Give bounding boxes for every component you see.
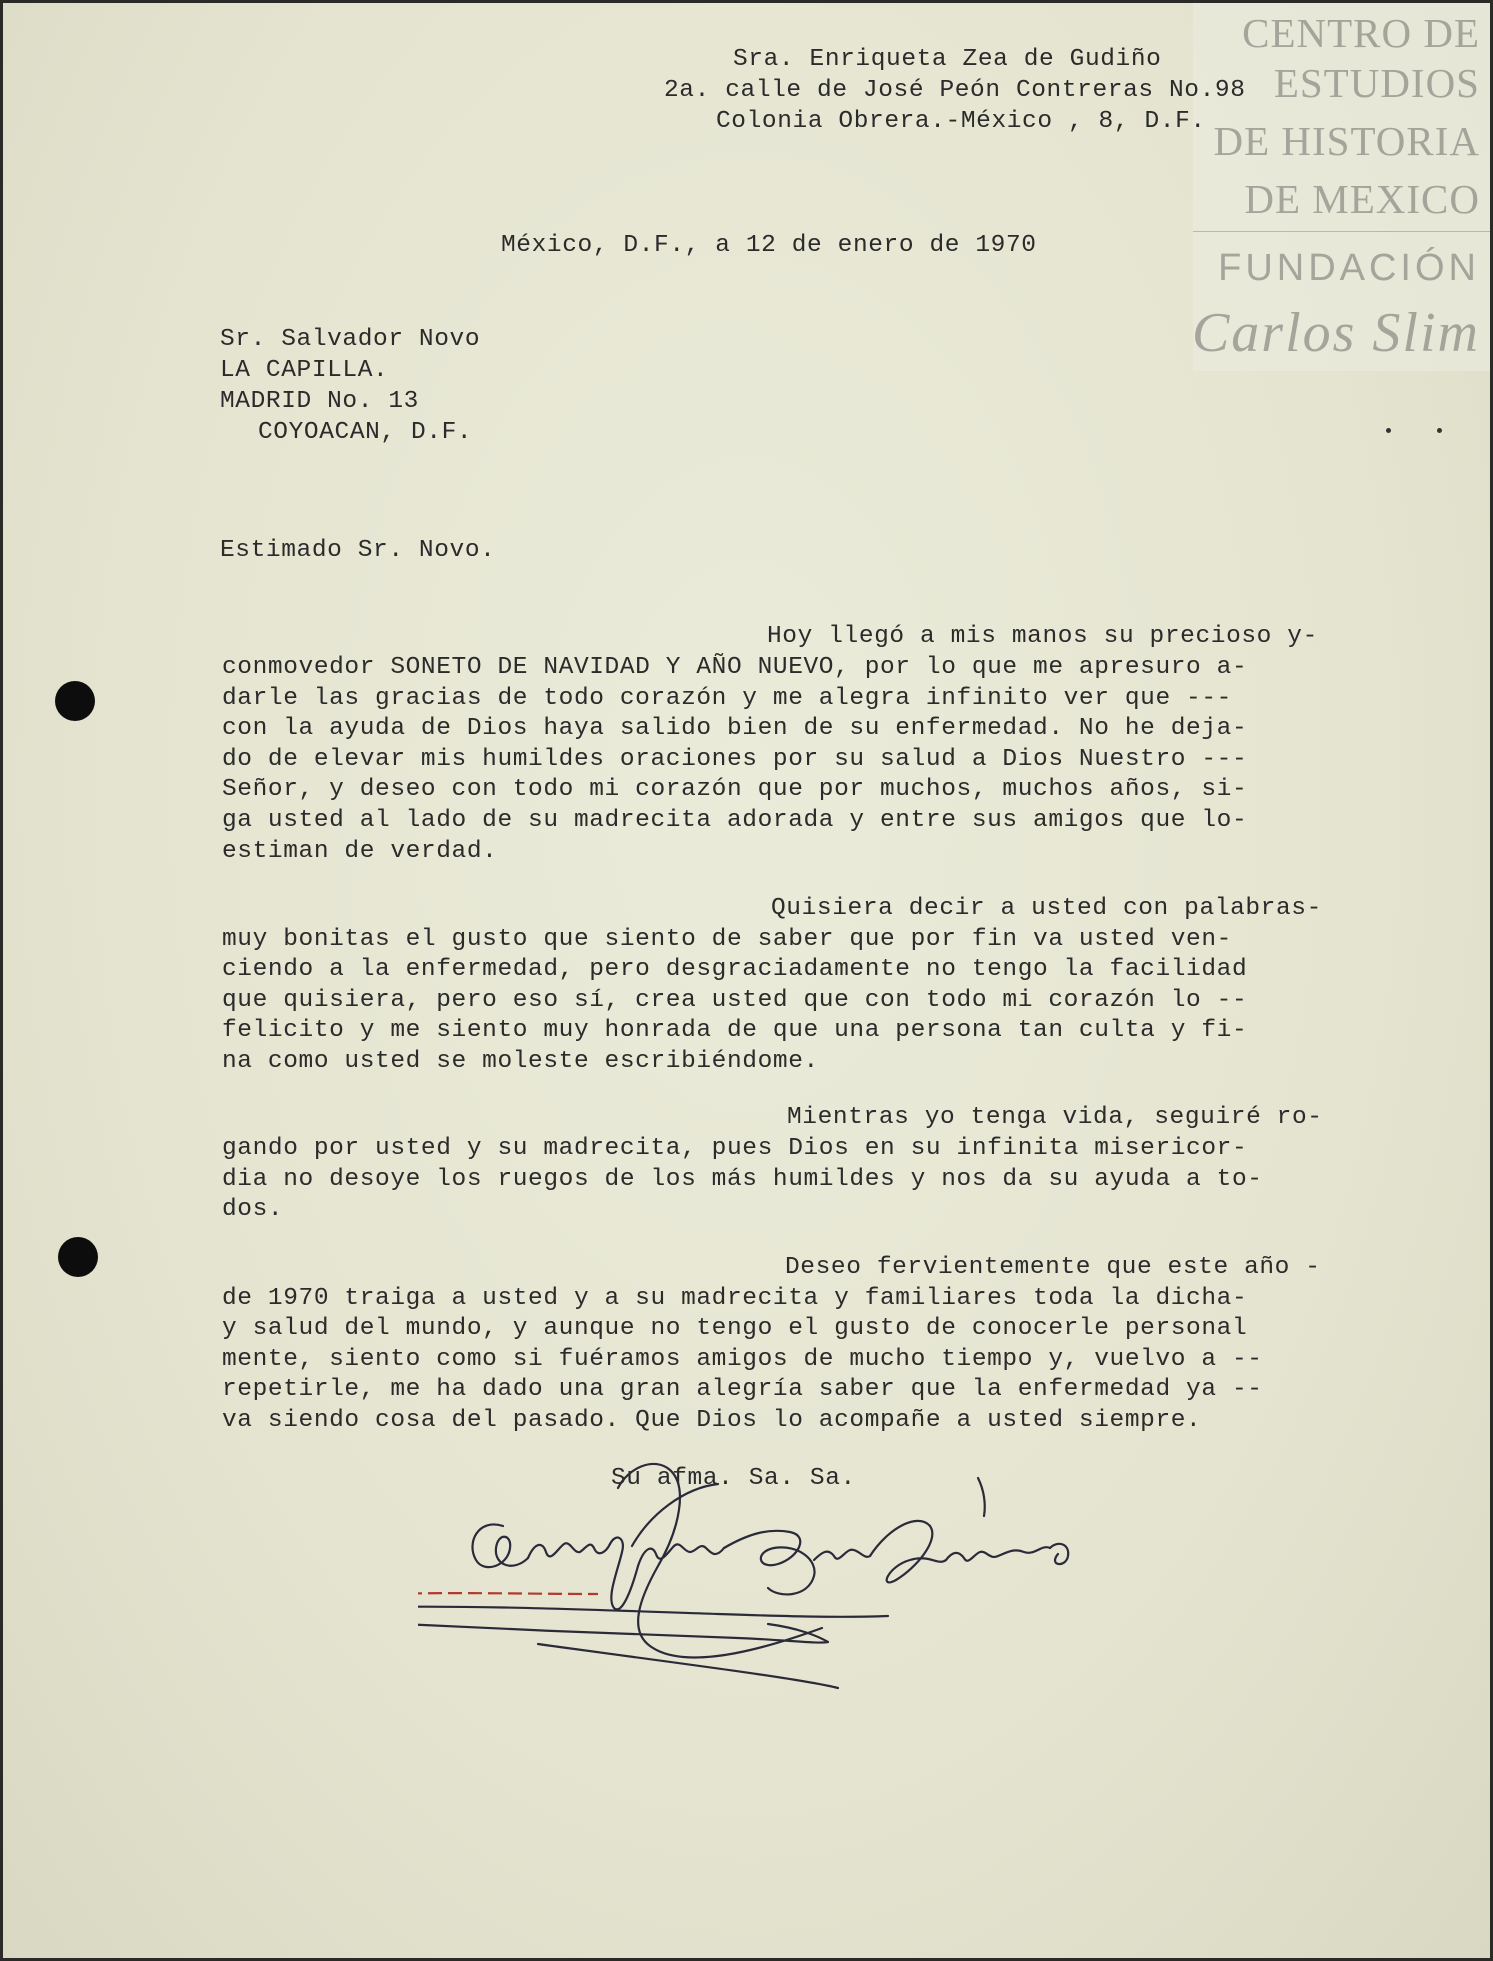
sender-colonia: Colonia Obrera.-México , 8, D.F. [716, 108, 1206, 135]
salutation: Estimado Sr. Novo. [220, 537, 496, 564]
closing: Su afma. Sa. Sa. [611, 1465, 856, 1492]
stamp-line-4: DE MEXICO [1244, 176, 1480, 222]
paragraph-line: ciendo a la enfermedad, pero desgraciadamente no tengo la facilidad [222, 956, 1248, 983]
stamp-line-3: DE HISTORIA [1213, 118, 1480, 164]
paragraph-line: muy bonitas el gusto que siento de saber que por fin va usted ven- [222, 926, 1232, 953]
handwritten-signature [418, 1448, 1238, 1748]
paragraph-line: y salud del mundo, y aunque no tengo el gusto de conocerle personal [222, 1315, 1248, 1342]
paragraph-line: do de elevar mis humildes oraciones por su salud a Dios Nuestro --- [222, 746, 1248, 773]
stamp-line-6: Carlos Slim [1191, 302, 1480, 364]
recipient-city: COYOACAN, D.F. [258, 419, 473, 446]
recipient-name: Sr. Salvador Novo [220, 326, 481, 353]
margin-dot [1437, 428, 1442, 433]
paragraph-line: Mientras yo tenga vida, seguiré ro- [787, 1104, 1323, 1131]
paragraph-line: dia no desoye los ruegos de los más humildes y nos da su ayuda a to- [222, 1166, 1263, 1193]
paragraph-line: ga usted al lado de su madrecita adorada y entre sus amigos que lo- [222, 807, 1248, 834]
archive-stamp [1193, 3, 1490, 371]
paragraph-line: na como usted se moleste escribiéndome. [222, 1048, 819, 1075]
paragraph-line: mente, siento como si fuéramos amigos de mucho tiempo y, vuelvo a -- [222, 1346, 1263, 1373]
paragraph-line: gando por usted y su madrecita, pues Dios en su infinita misericor- [222, 1135, 1248, 1162]
margin-dot [1386, 428, 1391, 433]
sender-name: Sra. Enriqueta Zea de Gudiño [733, 46, 1162, 73]
punch-hole [58, 1237, 98, 1277]
paragraph-line: Deseo fervientemente que este año - [785, 1254, 1321, 1281]
letter-page [3, 3, 1490, 1958]
sender-address: 2a. calle de José Peón Contreras No.98 [664, 77, 1246, 104]
paragraph-line: con la ayuda de Dios haya salido bien de su enfermedad. No he deja- [222, 715, 1248, 742]
stamp-line-5: FUNDACIÓN [1218, 247, 1480, 289]
paragraph-line: Quisiera decir a usted con palabras- [771, 895, 1322, 922]
paragraph-line: estiman de verdad. [222, 838, 498, 865]
paragraph-line: repetirle, me ha dado una gran alegría saber que la enfermedad ya -- [222, 1376, 1263, 1403]
recipient-place: LA CAPILLA. [220, 357, 389, 384]
paragraph-line: que quisiera, pero eso sí, crea usted que con todo mi corazón lo -- [222, 987, 1248, 1014]
paragraph-line: Señor, y deseo con todo mi corazón que por muchos, muchos años, si- [222, 776, 1248, 803]
paragraph-line: dos. [222, 1196, 284, 1223]
paragraph-line: de 1970 traiga a usted y a su madrecita y familiares toda la dicha- [222, 1285, 1248, 1312]
paragraph-line: conmovedor SONETO DE NAVIDAD Y AÑO NUEVO, por lo que me apresuro a- [222, 654, 1248, 681]
date-line: México, D.F., a 12 de enero de 1970 [501, 232, 1037, 259]
stamp-line-2: ESTUDIOS [1273, 60, 1480, 106]
stamp-divider [1193, 231, 1490, 232]
paragraph-line: va siendo cosa del pasado. Que Dios lo acompañe a usted siempre. [222, 1407, 1202, 1434]
paragraph-line: Hoy llegó a mis manos su precioso y- [767, 623, 1318, 650]
paragraph-line: felicito y me siento muy honrada de que una persona tan culta y fi- [222, 1017, 1248, 1044]
paragraph-line: darle las gracias de todo corazón y me alegra infinito ver que --- [222, 685, 1232, 712]
stamp-line-1: CENTRO DE [1242, 10, 1480, 56]
recipient-street: MADRID No. 13 [220, 388, 419, 415]
punch-hole [55, 681, 95, 721]
